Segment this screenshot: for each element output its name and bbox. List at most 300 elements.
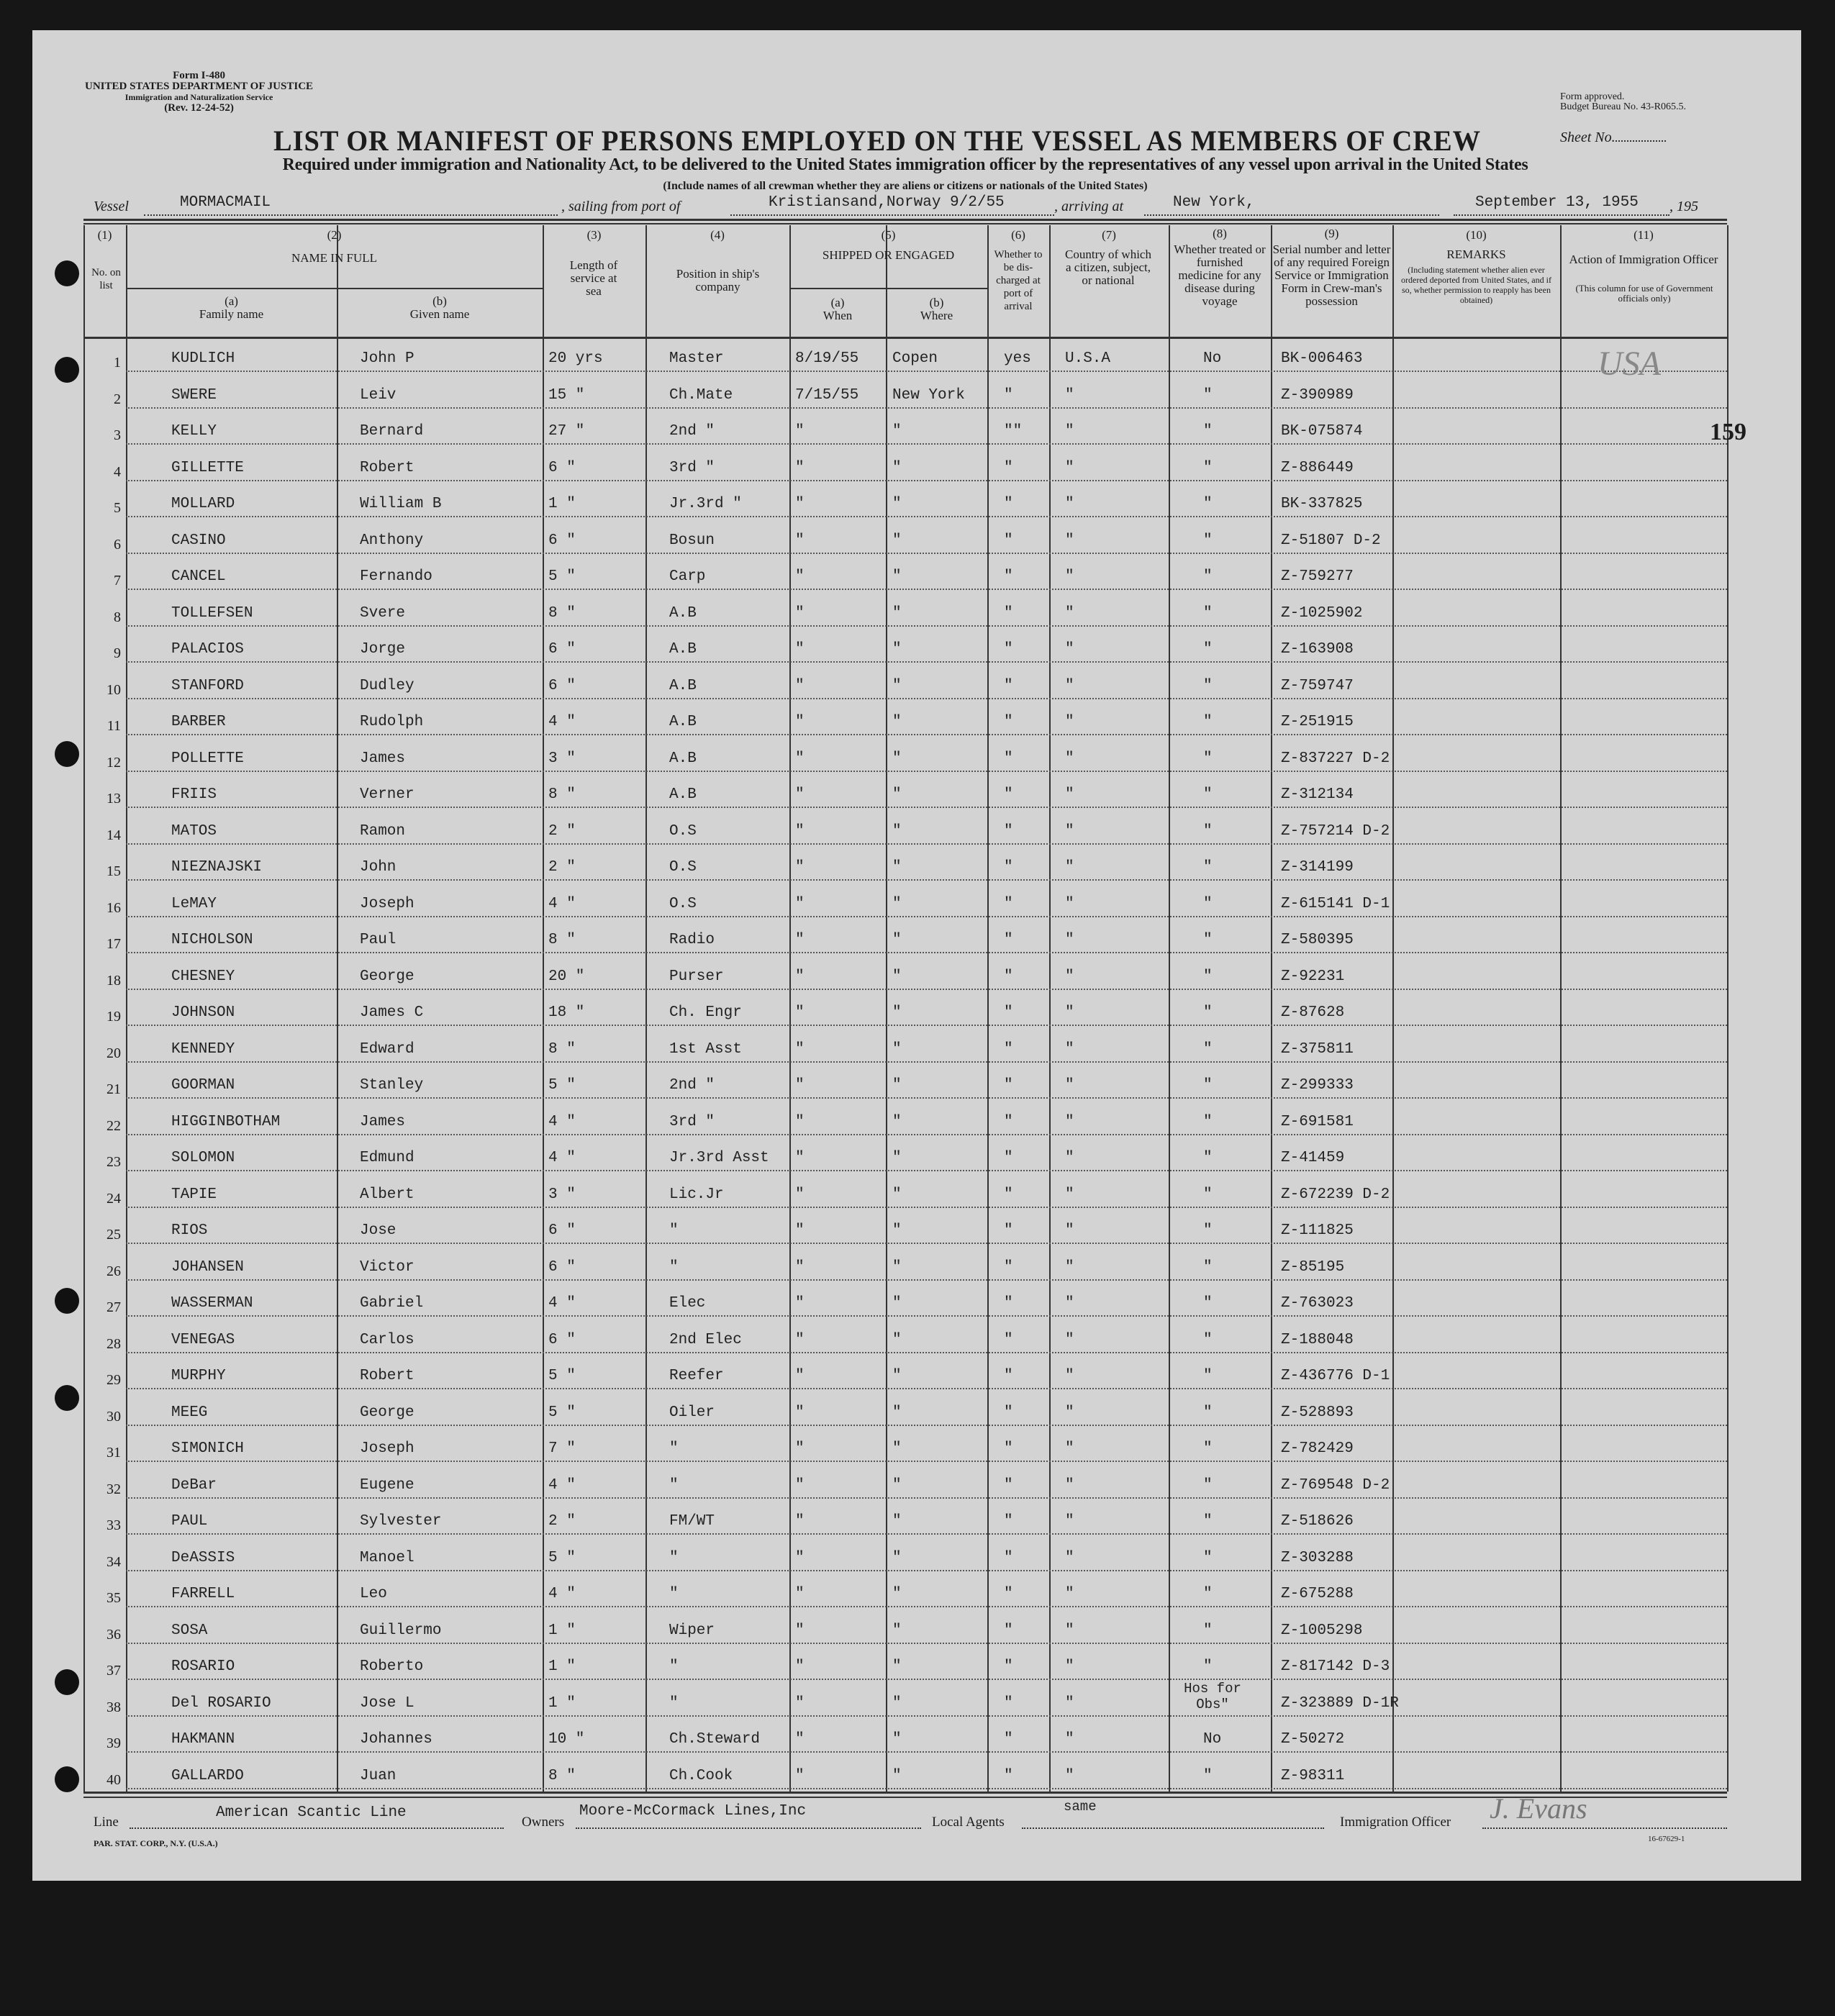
given-name: Stanley xyxy=(360,1077,424,1094)
discharged: " xyxy=(1004,641,1013,658)
col-11-note: (This column for use of Government officials only) xyxy=(1575,283,1713,304)
row-rule xyxy=(126,1715,1727,1717)
given-name: Carlos xyxy=(360,1331,414,1348)
row-rule xyxy=(126,1533,1727,1535)
service-length: 15 " xyxy=(548,386,585,404)
serial-number: Z-251915 xyxy=(1281,714,1354,730)
row-rule xyxy=(126,516,1727,517)
row-rule xyxy=(126,989,1727,990)
row-rule xyxy=(126,443,1727,445)
treated: " xyxy=(1203,895,1213,912)
treated: " xyxy=(1203,1331,1213,1348)
row-number: 22 xyxy=(107,1117,121,1134)
position: Reefer xyxy=(669,1368,724,1384)
shipped-where: " xyxy=(892,1731,902,1748)
shipped-when: " xyxy=(795,1731,805,1748)
family-name: MURPHY xyxy=(171,1368,226,1384)
position: Elec xyxy=(669,1295,706,1312)
serial-number: Z-782429 xyxy=(1281,1440,1354,1457)
serial-number: BK-075874 xyxy=(1281,423,1363,440)
serial-number: Z-615141 D-1 xyxy=(1281,895,1390,912)
treated: " xyxy=(1203,496,1213,512)
shipped-when: " xyxy=(795,1658,805,1675)
row-number: 5 xyxy=(114,500,121,516)
row-rule xyxy=(126,1243,1727,1244)
row-rule xyxy=(126,1061,1727,1063)
treated: " xyxy=(1203,1513,1213,1530)
service-length: 6 " xyxy=(548,1258,576,1276)
row-rule xyxy=(126,553,1727,554)
treated: " xyxy=(1203,859,1213,876)
punch-hole xyxy=(55,741,79,767)
service-length: 4 " xyxy=(548,1295,576,1312)
country: " xyxy=(1065,1476,1074,1494)
country: " xyxy=(1065,1404,1074,1421)
row-number: 30 xyxy=(107,1408,121,1425)
family-name: CANCEL xyxy=(171,568,226,585)
row-rule xyxy=(126,480,1727,481)
row-number: 32 xyxy=(107,1481,121,1497)
shipped-when: " xyxy=(795,1295,805,1312)
position: Radio xyxy=(669,932,715,948)
col-11-number: (11) xyxy=(1634,228,1654,242)
service-length: 4 " xyxy=(548,1113,576,1130)
given-name: Robert xyxy=(360,1368,414,1384)
serial-number: Z-769548 D-2 xyxy=(1281,1476,1390,1494)
given-name: Edmund xyxy=(360,1150,414,1166)
shipped-when: " xyxy=(795,604,805,622)
officer-mark: USA xyxy=(1598,345,1661,383)
row-number: 6 xyxy=(114,536,121,553)
discharged: " xyxy=(1004,1476,1013,1494)
given-name: Rudolph xyxy=(360,714,424,730)
shipped-where: Copen xyxy=(892,350,938,367)
col-2-number: (2) xyxy=(327,228,342,242)
serial-number: Z-837227 D-2 xyxy=(1281,750,1390,767)
country: " xyxy=(1065,1150,1074,1166)
sheet-number-label xyxy=(1560,130,1666,146)
treated: " xyxy=(1203,1368,1213,1384)
family-name: SOLOMON xyxy=(171,1150,235,1166)
treated: " xyxy=(1203,532,1213,549)
row-number: 16 xyxy=(107,899,121,916)
row-rule xyxy=(126,1315,1727,1317)
family-name: PAUL xyxy=(171,1513,208,1530)
vessel-name: MORMACMAIL xyxy=(180,194,271,211)
service-length: 4 " xyxy=(548,1586,576,1602)
family-name: MOLLARD xyxy=(171,496,235,512)
shipped-when: " xyxy=(795,568,805,585)
col-5b-heading xyxy=(886,296,987,322)
serial-number: Z-98311 xyxy=(1281,1767,1345,1784)
discharged: " xyxy=(1004,1150,1013,1166)
serial-number: Z-886449 xyxy=(1281,459,1354,476)
col-8-heading: Whether treated or furnished medicine for any disease during voyage xyxy=(1174,242,1266,308)
given-name: Joseph xyxy=(360,1440,414,1457)
treated: " xyxy=(1203,1040,1213,1058)
subtitle: Required under immigration and Nationality Act, to be delivered to the United States immigration officer by the representatives of any vessel upon arrival in the United States xyxy=(282,155,1528,174)
family-name: JOHANSEN xyxy=(171,1258,244,1276)
approved-text: Form approved. xyxy=(1560,91,1625,102)
col-9-heading: Serial number and letter of any required Foreign Service or Immigration Form in Crew-man's possession xyxy=(1272,242,1391,308)
row-rule xyxy=(126,843,1727,845)
serial-number: Z-390989 xyxy=(1281,386,1354,404)
row-rule xyxy=(126,698,1727,699)
row-rule xyxy=(126,1352,1727,1353)
family-name: SWERE xyxy=(171,386,217,404)
country: " xyxy=(1065,1586,1074,1602)
serial-number: Z-817142 D-3 xyxy=(1281,1658,1390,1675)
row-rule xyxy=(126,1170,1727,1171)
shipped-where: " xyxy=(892,714,902,730)
shipped-when: " xyxy=(795,1476,805,1494)
serial-number: Z-50272 xyxy=(1281,1731,1345,1748)
col-7-number: (7) xyxy=(1102,228,1116,242)
row-rule xyxy=(126,1679,1727,1680)
shipped-when: " xyxy=(795,1513,805,1530)
family-name: MATOS xyxy=(171,822,217,840)
country: " xyxy=(1065,1658,1074,1675)
country: " xyxy=(1065,932,1074,948)
family-name: HAKMANN xyxy=(171,1731,235,1748)
given-name: John P xyxy=(360,350,414,367)
service-length: 4 " xyxy=(548,895,576,912)
shipped-when: " xyxy=(795,1767,805,1784)
row-number: 38 xyxy=(107,1699,121,1715)
discharged: " xyxy=(1004,1368,1013,1384)
family-name: TOLLEFSEN xyxy=(171,604,253,622)
country: " xyxy=(1065,423,1074,440)
row-rule xyxy=(126,661,1727,663)
shipped-when: " xyxy=(795,1549,805,1566)
country: " xyxy=(1065,750,1074,767)
treated: " xyxy=(1203,677,1213,694)
given-name: George xyxy=(360,1404,414,1421)
column-divider xyxy=(543,225,544,1792)
discharged: " xyxy=(1004,1222,1013,1239)
position: " xyxy=(669,1476,679,1494)
discharged: " xyxy=(1004,386,1013,404)
serial-number: Z-51807 D-2 xyxy=(1281,532,1381,549)
shipped-where: " xyxy=(892,895,902,912)
position: A.B xyxy=(669,641,697,658)
row-rule xyxy=(126,1788,1727,1789)
column-divider xyxy=(1392,225,1394,1792)
shipped-where: " xyxy=(892,1113,902,1130)
discharged: " xyxy=(1004,932,1013,948)
position: Ch.Steward xyxy=(669,1731,761,1748)
column-divider xyxy=(886,225,887,1792)
row-number: 15 xyxy=(107,863,121,879)
col-2b-heading xyxy=(337,295,543,321)
treated: No xyxy=(1203,350,1222,367)
row-rule xyxy=(126,1570,1727,1571)
discharged: " xyxy=(1004,1694,1013,1712)
service-length: 5 " xyxy=(548,1404,576,1421)
treated: " xyxy=(1203,1658,1213,1675)
discharged: " xyxy=(1004,1004,1013,1021)
row-number: 33 xyxy=(107,1517,121,1533)
column-divider xyxy=(789,225,791,1792)
col-5a-text: When xyxy=(823,309,853,322)
owners-value: Moore-McCormack Lines,Inc xyxy=(579,1803,807,1820)
country: " xyxy=(1065,532,1074,549)
given-name: Leiv xyxy=(360,386,397,404)
col-1-heading: No. on list xyxy=(91,267,121,291)
shipped-when: " xyxy=(795,1077,805,1094)
treated: " xyxy=(1203,932,1213,948)
service-length: 4 " xyxy=(548,714,576,730)
service-length: 8 " xyxy=(548,1040,576,1058)
treated: " xyxy=(1203,1258,1213,1276)
row-rule xyxy=(126,1497,1727,1499)
service-length: 20 " xyxy=(548,968,585,985)
shipped-where: " xyxy=(892,1040,902,1058)
family-name: WASSERMAN xyxy=(171,1295,253,1312)
discharged: " xyxy=(1004,677,1013,694)
col-9-number: (9) xyxy=(1324,227,1339,240)
service-length: 7 " xyxy=(548,1440,576,1457)
given-name: James xyxy=(360,1113,406,1130)
service-length: 5 " xyxy=(548,568,576,585)
position: 3rd " xyxy=(669,459,715,476)
row-rule xyxy=(126,1279,1727,1281)
shipped-where: " xyxy=(892,496,902,512)
position: A.B xyxy=(669,714,697,730)
service-length: 3 " xyxy=(548,750,576,767)
col-3-heading: Length of service at sea xyxy=(569,258,618,298)
row-number: 9 xyxy=(114,645,121,661)
treated: " xyxy=(1203,1404,1213,1421)
column-divider xyxy=(1727,225,1728,1792)
col-2a-heading xyxy=(126,295,337,321)
given-name: James C xyxy=(360,1004,424,1021)
shipped-where: " xyxy=(892,1186,902,1203)
serial-number: Z-763023 xyxy=(1281,1295,1354,1312)
serial-number: Z-87628 xyxy=(1281,1004,1345,1021)
treated: " xyxy=(1203,568,1213,585)
position: 1st Asst xyxy=(669,1040,742,1058)
service-length: 18 " xyxy=(548,1004,585,1021)
serial-number: Z-314199 xyxy=(1281,859,1354,876)
given-name: Verner xyxy=(360,786,414,803)
shipped-when: " xyxy=(795,822,805,840)
serial-number: Z-92231 xyxy=(1281,968,1345,985)
country: " xyxy=(1065,1258,1074,1276)
given-name: George xyxy=(360,968,414,985)
shipped-where: " xyxy=(892,1258,902,1276)
given-name: Fernando xyxy=(360,568,432,585)
col-2a-number: (a) xyxy=(225,294,238,308)
serial-number: Z-303288 xyxy=(1281,1549,1354,1566)
row-rule xyxy=(126,625,1727,627)
family-name: MEEG xyxy=(171,1404,208,1421)
col-4-heading: Position in ship's company xyxy=(676,267,760,294)
serial-number: Z-675288 xyxy=(1281,1586,1354,1602)
shipped-when: " xyxy=(795,1113,805,1130)
row-rule xyxy=(126,1207,1727,1208)
shipped-where: " xyxy=(892,1222,902,1239)
treated: " xyxy=(1203,786,1213,803)
treated: " xyxy=(1203,1440,1213,1457)
shipped-where: " xyxy=(892,1004,902,1021)
divider xyxy=(83,223,1727,224)
col-6-number: (6) xyxy=(1011,228,1025,242)
country: " xyxy=(1065,895,1074,912)
service-length: 4 " xyxy=(548,1476,576,1494)
discharged: " xyxy=(1004,1440,1013,1457)
given-name: Leo xyxy=(360,1586,387,1602)
country: " xyxy=(1065,1222,1074,1239)
shipped-when: " xyxy=(795,423,805,440)
shipped-when: " xyxy=(795,1404,805,1421)
family-name: PALACIOS xyxy=(171,641,244,658)
shipped-where: " xyxy=(892,1440,902,1457)
treated: " xyxy=(1203,1077,1213,1094)
row-number: 10 xyxy=(107,681,121,698)
service-length: 5 " xyxy=(548,1077,576,1094)
given-name: Bernard xyxy=(360,423,424,440)
family-name: KELLY xyxy=(171,423,217,440)
treated: " xyxy=(1203,1004,1213,1021)
col-5b-number: (b) xyxy=(929,296,944,309)
discharged: "" xyxy=(1004,423,1023,440)
position: A.B xyxy=(669,786,697,803)
country: " xyxy=(1065,1549,1074,1566)
row-rule xyxy=(126,1643,1727,1644)
shipped-where: " xyxy=(892,1404,902,1421)
family-name: GILLETTE xyxy=(171,459,244,476)
service-length: 2 " xyxy=(548,1513,576,1530)
serial-number: BK-006463 xyxy=(1281,350,1363,367)
row-rule xyxy=(126,879,1727,881)
family-name: HIGGINBOTHAM xyxy=(171,1113,281,1130)
service-length: 1 " xyxy=(548,496,576,512)
column-divider xyxy=(1560,225,1562,1792)
service-length: 10 " xyxy=(548,1731,585,1748)
discharged: " xyxy=(1004,1731,1013,1748)
shipped-where: " xyxy=(892,604,902,622)
sailing-from: Kristiansand,Norway 9/2/55 xyxy=(769,194,1005,211)
row-number: 28 xyxy=(107,1335,121,1352)
shipped-when: 7/15/55 xyxy=(795,386,859,404)
family-name: NICHOLSON xyxy=(171,932,253,948)
family-name: SOSA xyxy=(171,1622,208,1639)
country: " xyxy=(1065,568,1074,585)
family-name: JOHNSON xyxy=(171,1004,235,1021)
position: " xyxy=(669,1258,679,1276)
shipped-where: " xyxy=(892,932,902,948)
discharged: " xyxy=(1004,714,1013,730)
shipped-when: " xyxy=(795,786,805,803)
given-name: Edward xyxy=(360,1040,414,1058)
shipped-when: " xyxy=(795,1258,805,1276)
immigration-officer-label: Immigration Officer xyxy=(1340,1815,1451,1830)
given-name: Dudley xyxy=(360,677,414,694)
printer-imprint: PAR. STAT. CORP., N.Y. (U.S.A.) xyxy=(94,1838,218,1848)
discharged: " xyxy=(1004,1040,1013,1058)
treated: " xyxy=(1203,822,1213,840)
country: U.S.A xyxy=(1065,350,1111,367)
service-length: 6 " xyxy=(548,532,576,549)
given-name: John xyxy=(360,859,397,876)
shipped-where: " xyxy=(892,568,902,585)
row-number: 12 xyxy=(107,754,121,771)
serial-number: Z-299333 xyxy=(1281,1077,1354,1094)
position: 2nd " xyxy=(669,423,715,440)
shipped-where: " xyxy=(892,1513,902,1530)
position: Oiler xyxy=(669,1404,715,1421)
position: 3rd " xyxy=(669,1113,715,1130)
form-identification xyxy=(85,71,313,114)
discharged: " xyxy=(1004,459,1013,476)
service-length: 5 " xyxy=(548,1368,576,1384)
shipped-when: " xyxy=(795,1004,805,1021)
given-name: Jose L xyxy=(360,1694,414,1712)
country: " xyxy=(1065,714,1074,730)
position: O.S xyxy=(669,895,697,912)
service-length: 3 " xyxy=(548,1186,576,1203)
year-suffix: , 195 xyxy=(1669,199,1698,214)
row-number: 24 xyxy=(107,1190,121,1207)
position: Ch.Mate xyxy=(669,386,733,404)
serial-number: Z-323889 D-1R xyxy=(1281,1694,1399,1712)
country: " xyxy=(1065,1186,1074,1203)
family-name: GOORMAN xyxy=(171,1077,235,1094)
discharged: " xyxy=(1004,1767,1013,1784)
country: " xyxy=(1065,1694,1074,1712)
row-number: 2 xyxy=(114,391,121,407)
country: " xyxy=(1065,1040,1074,1058)
row-number: 27 xyxy=(107,1299,121,1315)
service-length: 1 " xyxy=(548,1622,576,1639)
treated: Hos for Obs" xyxy=(1184,1680,1241,1712)
serial-number: BK-337825 xyxy=(1281,496,1363,512)
shipped-when: " xyxy=(795,496,805,512)
row-rule xyxy=(126,916,1727,917)
shipped-when: " xyxy=(795,895,805,912)
discharged: " xyxy=(1004,786,1013,803)
treated: No xyxy=(1203,1731,1222,1748)
position: Purser xyxy=(669,968,724,985)
shipped-when: 8/19/55 xyxy=(795,350,859,367)
treated: " xyxy=(1203,968,1213,985)
row-number: 7 xyxy=(114,573,121,589)
shipped-where: " xyxy=(892,423,902,440)
country: " xyxy=(1065,641,1074,658)
country: " xyxy=(1065,1368,1074,1384)
row-rule xyxy=(126,1751,1727,1753)
discharged: " xyxy=(1004,496,1013,512)
row-rule xyxy=(126,734,1727,735)
treated: " xyxy=(1203,386,1213,404)
position: " xyxy=(669,1549,679,1566)
serial-number: Z-111825 xyxy=(1281,1222,1354,1239)
column-divider xyxy=(126,225,127,1792)
col-5a-heading xyxy=(789,296,886,322)
row-rule xyxy=(126,807,1727,808)
row-number: 36 xyxy=(107,1626,121,1643)
treated: " xyxy=(1203,1295,1213,1312)
family-name: DeBar xyxy=(171,1476,217,1494)
position: " xyxy=(669,1586,679,1602)
row-number: 1 xyxy=(114,355,121,371)
country: " xyxy=(1065,1440,1074,1457)
discharged: yes xyxy=(1004,350,1031,367)
row-number: 18 xyxy=(107,972,121,989)
service-length: 6 " xyxy=(548,1331,576,1348)
discharged: " xyxy=(1004,1077,1013,1094)
